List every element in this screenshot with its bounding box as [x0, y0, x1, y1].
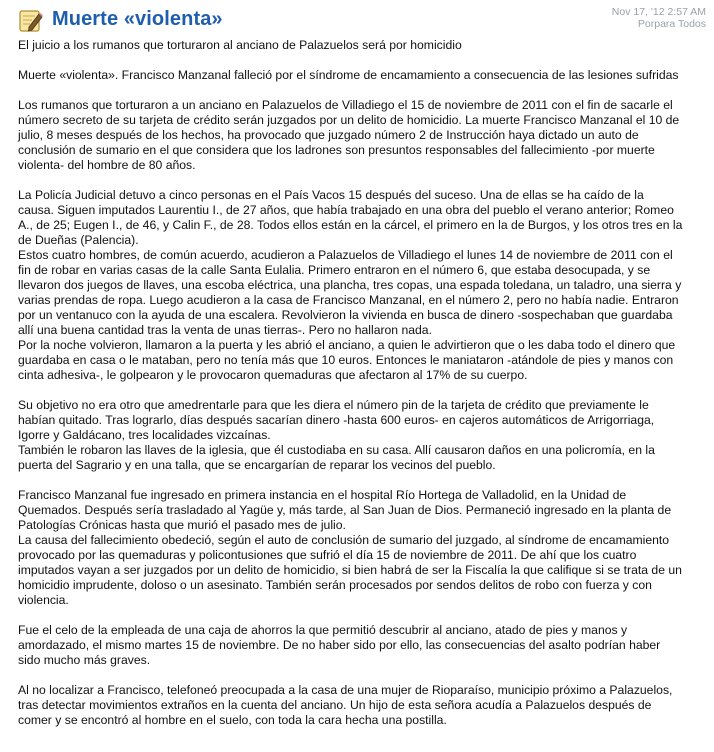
paragraph-text: También le robaron las llaves de la iglesia, que él custodiaba en su casa. Allí causaron daños en una policromía, en la puerta del Sagrario y en una talla, que se encargarían de reparar los vecinos del pueblo.	[18, 443, 655, 472]
body-paragraph	[18, 683, 683, 728]
paragraph-text: Al no localizar a Francisco, telefoneó preocupada a la casa de una mujer de Rioparaíso, municipio próximo a Palazuelos, tras detectar movimientos extraños en la cuenta del anciano. Un hijo de esta señora acudía a Palazuelos después de comer y se encontró al hombre en el suelo, con toda la cara hecha una postilla.	[18, 683, 673, 727]
post-date: Nov 17, '12 2:57 AM	[611, 6, 706, 18]
paragraph-text: Fue el celo de la empleada de una caja de ahorros la que permitió descubrir al anciano, atado de pies y manos y amordazado, el mismo martes 15 de noviembre. De no haber sido por ello, las consecuencias del asalto podrían haber sido mucho más graves.	[18, 623, 661, 667]
author-link[interactable]: Porpara Todos	[637, 18, 706, 30]
paragraph-text: Su objetivo no era otro que amedrentarle para que les diera el número pin de la tarjeta de crédito que previamente le habían quitado. Tras lograrlo, días después sacarían dinero -hasta 600 euros- en cajeros automáticos de Arrigorriaga, Igorre y Galdácano, tres localidades vizcaínas.	[18, 398, 655, 442]
post-meta	[612, 6, 706, 30]
pencil-note-icon	[18, 8, 44, 34]
body-paragraph	[18, 623, 683, 668]
post-title[interactable]: Muerte «violenta»	[52, 8, 223, 30]
paragraph-text: Estos cuatro hombres, de común acuerdo, acudieron a Palazuelos de Villadiego el lunes 14 de noviembre de 2011 con el fin de robar en varias casas de la calle Santa Eulalia. Primero entraron en el número 6, que estaba desocupada, y se llevaron dos juegos de llaves, una escoba eléctrica, una plancha, tres copas, una espada toledana, un taladro, una sierra y varias prendas de ropa. Luego acudieron a la casa de Francisco Manzanal, en el número 2, pero no había nadie. Entraron por un ventanuco con la ayuda de una escalera. Revolvieron la vivienda en busca de dinero -sospechaban que guardaba allí una buena cantidad tras la venta de unas tierras-. Pero no hallaron nada.	[18, 248, 682, 337]
paragraph-text: Francisco Manzanal fue ingresado en primera instancia en el hospital Río Hortega de Valladolid, en la Unidad de Quemados. Después sería trasladado al Yagüe y, más tarde, al San Juan de Dios. Permaneció ingresado en la planta de Patologías Crónicas hasta que murió el pasado mes de julio.	[18, 488, 672, 532]
paragraph-text: Los rumanos que torturaron a un anciano en Palazuelos de Villadiego el 15 de noviembre de 2011 con el fin de sacarle el número secreto de su tarjeta de crédito serán juzgados por un delito de homicidio. La muerte Francisco Manzanal el 10 de julio, 8 meses después de los hechos, ha provocado que juzgado número 2 de Instrucción haya dictado un auto de conclusión de sumario en el que considera que los ladrones son presuntos responsables del fallecimiento -por muerte violenta- del hombre de 80 años.	[18, 98, 680, 172]
body-paragraph	[18, 488, 683, 608]
body-paragraph	[18, 188, 683, 383]
post-header	[18, 6, 706, 40]
body-paragraph	[18, 398, 683, 473]
post-body	[18, 38, 683, 743]
paragraph-text: La causa del fallecimiento obedeció, según el auto de conclusión de sumario del juzgado, al síndrome de encamamiento provocado por las quemaduras y policontusiones que sufrió el día 15 de noviembre de 2011. De ahí que los cuatro imputados vayan a ser juzgados por un delito de homicidio, si bien habrá de ser la Fiscalía la que califique si se trata de un homicidio imprudente, doloso o un asesinato. También serán procesados por sendos delitos de robo con fuerza y con violencia.	[18, 533, 682, 607]
paragraph-text: Muerte «violenta». Francisco Manzanal falleció por el síndrome de encamamiento a consecuencia de las lesiones sufridas	[18, 68, 679, 82]
body-paragraph	[18, 68, 683, 83]
paragraph-text: La Policía Judicial detuvo a cinco personas en el País Vacos 15 después del suceso. Una de ellas se ha caído de la causa. Siguen imputados Laurentiu I., de 27 años, que había trabajado en una obra del pueblo el verano anterior; Romeo A., de 25; Eugen I., de 46, y Calin F., de 28. Todos ellos están en la cárcel, el primero en la de Burgos, y los otros tres en la de Dueñas (Palencia).	[18, 188, 683, 247]
paragraph-text: El juicio a los rumanos que torturaron al anciano de Palazuelos será por homicidio	[18, 38, 462, 52]
paragraph-text: Por la noche volvieron, llamaron a la puerta y les abrió el anciano, a quien le advirtieron que o les daba todo el dinero que guardaba en casa o le mataban, pero no tenía más que 10 euros. Entonces le maniataron -atándole de pies y manos con cinta adhesiva-, le golpearon y le provocaron quemaduras que afectaron al 17% de su cuerpo.	[18, 338, 676, 382]
body-paragraph	[18, 38, 683, 53]
body-paragraph	[18, 98, 683, 173]
